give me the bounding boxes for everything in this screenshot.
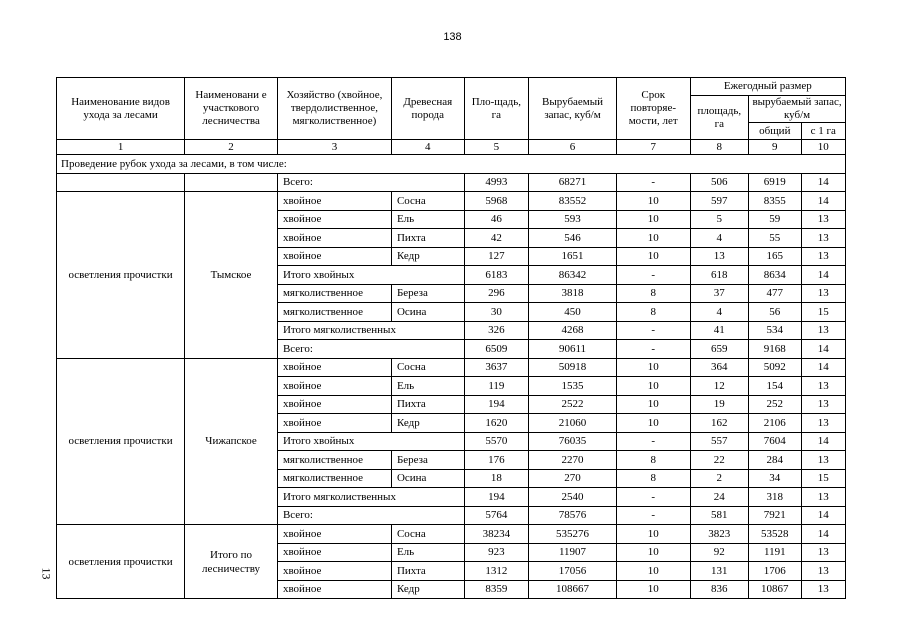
annual-area: 3823 xyxy=(690,525,749,544)
column-number: 3 xyxy=(277,140,391,155)
per-ha: 13 xyxy=(801,488,845,507)
per-ha: 15 xyxy=(801,469,845,488)
period: - xyxy=(616,488,690,507)
volume: 2270 xyxy=(529,451,617,470)
species: Ель xyxy=(391,210,464,229)
total-volume: 68271 xyxy=(529,173,617,192)
species: Сосна xyxy=(391,525,464,544)
header-volume: Вырубаемый запас, куб/м xyxy=(529,78,617,140)
per-ha: 13 xyxy=(801,377,845,396)
area: 1312 xyxy=(464,562,529,581)
header-annual-area: площадь, га xyxy=(690,96,749,140)
annual-area: 4 xyxy=(690,303,749,322)
period: - xyxy=(616,321,690,340)
per-ha: 14 xyxy=(801,192,845,211)
period: 10 xyxy=(616,395,690,414)
farm-type: хвойное xyxy=(277,525,391,544)
annual-area: 131 xyxy=(690,562,749,581)
total-label: Всего: xyxy=(277,173,464,192)
total-area: 4993 xyxy=(464,173,529,192)
row-label: Итого мягколиственных xyxy=(277,488,464,507)
care-type-cell: осветления прочистки xyxy=(57,358,185,525)
area: 326 xyxy=(464,321,529,340)
per-ha: 13 xyxy=(801,247,845,266)
volume: 1535 xyxy=(529,377,617,396)
section-title-row xyxy=(57,155,846,174)
species: Кедр xyxy=(391,580,464,599)
volume: 50918 xyxy=(529,358,617,377)
header-forestry: Наименовани е участкового лесничества xyxy=(185,78,278,140)
annual-area: 364 xyxy=(690,358,749,377)
period: - xyxy=(616,432,690,451)
area: 38234 xyxy=(464,525,529,544)
volume: 4268 xyxy=(529,321,617,340)
annual-volume: 477 xyxy=(749,284,801,303)
annual-volume: 8634 xyxy=(749,266,801,285)
volume: 546 xyxy=(529,229,617,248)
forestry-cell: Тымское xyxy=(185,192,278,359)
column-number: 8 xyxy=(690,140,749,155)
annual-area: 162 xyxy=(690,414,749,433)
area: 1620 xyxy=(464,414,529,433)
annual-volume: 154 xyxy=(749,377,801,396)
forest-care-table xyxy=(56,77,846,599)
total-annual-area: 506 xyxy=(690,173,749,192)
per-ha: 13 xyxy=(801,284,845,303)
volume: 21060 xyxy=(529,414,617,433)
area: 5764 xyxy=(464,506,529,525)
period: - xyxy=(616,266,690,285)
species: Кедр xyxy=(391,247,464,266)
column-number: 7 xyxy=(616,140,690,155)
annual-volume: 55 xyxy=(749,229,801,248)
farm-type: мягколиственное xyxy=(277,451,391,470)
volume: 535276 xyxy=(529,525,617,544)
forestry-cell: Чижапское xyxy=(185,358,278,525)
column-number: 4 xyxy=(391,140,464,155)
column-number: 1 xyxy=(57,140,185,155)
annual-area: 557 xyxy=(690,432,749,451)
row-label: Всего: xyxy=(277,340,464,359)
annual-area: 22 xyxy=(690,451,749,470)
period: - xyxy=(616,340,690,359)
annual-volume: 53528 xyxy=(749,525,801,544)
header-species: Древесная порода xyxy=(391,78,464,140)
volume: 2522 xyxy=(529,395,617,414)
area: 3637 xyxy=(464,358,529,377)
per-ha: 13 xyxy=(801,562,845,581)
annual-area: 41 xyxy=(690,321,749,340)
area: 127 xyxy=(464,247,529,266)
volume: 1651 xyxy=(529,247,617,266)
header-period: Срок повторяе-мости, лет xyxy=(616,78,690,140)
column-number: 2 xyxy=(185,140,278,155)
table-row xyxy=(57,525,846,544)
species: Кедр xyxy=(391,414,464,433)
annual-volume: 252 xyxy=(749,395,801,414)
area: 6509 xyxy=(464,340,529,359)
annual-area: 37 xyxy=(690,284,749,303)
area: 296 xyxy=(464,284,529,303)
header-row-1 xyxy=(57,78,846,96)
volume: 17056 xyxy=(529,562,617,581)
volume: 78576 xyxy=(529,506,617,525)
header-annual-volume: вырубаемый запас, куб/м xyxy=(749,96,846,123)
period: 10 xyxy=(616,377,690,396)
empty-cell xyxy=(57,173,185,192)
total-period: - xyxy=(616,173,690,192)
period: 10 xyxy=(616,543,690,562)
area: 30 xyxy=(464,303,529,322)
farm-type: хвойное xyxy=(277,247,391,266)
section-title: Проведение рубок ухода за лесами, в том числе: xyxy=(57,155,846,174)
annual-area: 597 xyxy=(690,192,749,211)
per-ha: 15 xyxy=(801,303,845,322)
volume: 450 xyxy=(529,303,617,322)
area: 923 xyxy=(464,543,529,562)
annual-area: 92 xyxy=(690,543,749,562)
period: 10 xyxy=(616,192,690,211)
farm-type: хвойное xyxy=(277,562,391,581)
per-ha: 13 xyxy=(801,229,845,248)
area: 119 xyxy=(464,377,529,396)
volume: 90611 xyxy=(529,340,617,359)
area: 194 xyxy=(464,488,529,507)
table-row xyxy=(57,358,846,377)
header-per-ha: с 1 га xyxy=(801,123,845,140)
species: Пихта xyxy=(391,562,464,581)
area: 6183 xyxy=(464,266,529,285)
annual-volume: 165 xyxy=(749,247,801,266)
per-ha: 13 xyxy=(801,580,845,599)
farm-type: хвойное xyxy=(277,395,391,414)
period: - xyxy=(616,506,690,525)
area: 5570 xyxy=(464,432,529,451)
care-type-cell: осветления прочистки xyxy=(57,525,185,599)
column-number: 5 xyxy=(464,140,529,155)
volume: 11907 xyxy=(529,543,617,562)
row-label: Итого хвойных xyxy=(277,432,464,451)
period: 10 xyxy=(616,414,690,433)
row-label: Итого хвойных xyxy=(277,266,464,285)
row-label: Всего: xyxy=(277,506,464,525)
per-ha: 14 xyxy=(801,358,845,377)
per-ha: 13 xyxy=(801,395,845,414)
area: 5968 xyxy=(464,192,529,211)
annual-volume: 10867 xyxy=(749,580,801,599)
volume: 593 xyxy=(529,210,617,229)
annual-volume: 9168 xyxy=(749,340,801,359)
species: Береза xyxy=(391,451,464,470)
farm-type: хвойное xyxy=(277,210,391,229)
row-label: Итого мягколиственных xyxy=(277,321,464,340)
header-annual-total: общий xyxy=(749,123,801,140)
period: 10 xyxy=(616,247,690,266)
period: 10 xyxy=(616,580,690,599)
volume: 76035 xyxy=(529,432,617,451)
overall-total-row xyxy=(57,173,846,192)
table-row xyxy=(57,192,846,211)
annual-area: 13 xyxy=(690,247,749,266)
species: Пихта xyxy=(391,229,464,248)
period: 10 xyxy=(616,358,690,377)
annual-area: 618 xyxy=(690,266,749,285)
farm-type: хвойное xyxy=(277,229,391,248)
annual-area: 12 xyxy=(690,377,749,396)
annual-volume: 284 xyxy=(749,451,801,470)
annual-volume: 5092 xyxy=(749,358,801,377)
side-page-mark: 13 xyxy=(39,567,54,580)
annual-area: 836 xyxy=(690,580,749,599)
period: 10 xyxy=(616,210,690,229)
annual-volume: 1706 xyxy=(749,562,801,581)
period: 10 xyxy=(616,229,690,248)
annual-area: 581 xyxy=(690,506,749,525)
farm-type: мягколиственное xyxy=(277,469,391,488)
species: Осина xyxy=(391,303,464,322)
period: 10 xyxy=(616,562,690,581)
annual-volume: 59 xyxy=(749,210,801,229)
column-number-row xyxy=(57,140,846,155)
annual-volume: 56 xyxy=(749,303,801,322)
area: 42 xyxy=(464,229,529,248)
farm-type: мягколиственное xyxy=(277,303,391,322)
forestry-cell: Итого по лесничеству xyxy=(185,525,278,599)
species: Сосна xyxy=(391,358,464,377)
per-ha: 13 xyxy=(801,543,845,562)
farm-type: хвойное xyxy=(277,377,391,396)
total-annual-volume: 6919 xyxy=(749,173,801,192)
annual-volume: 7921 xyxy=(749,506,801,525)
header-farm: Хозяйство (хвойное, твердолиственное, мягколиственное) xyxy=(277,78,391,140)
annual-area: 24 xyxy=(690,488,749,507)
area: 8359 xyxy=(464,580,529,599)
header-care-type: Наименование видов ухода за лесами xyxy=(57,78,185,140)
header-annual: Ежегодный размер xyxy=(690,78,845,96)
annual-volume: 534 xyxy=(749,321,801,340)
annual-volume: 1191 xyxy=(749,543,801,562)
annual-volume: 318 xyxy=(749,488,801,507)
column-number: 10 xyxy=(801,140,845,155)
empty-cell xyxy=(185,173,278,192)
volume: 86342 xyxy=(529,266,617,285)
per-ha: 14 xyxy=(801,525,845,544)
farm-type: хвойное xyxy=(277,580,391,599)
per-ha: 13 xyxy=(801,451,845,470)
species: Сосна xyxy=(391,192,464,211)
annual-area: 19 xyxy=(690,395,749,414)
per-ha: 13 xyxy=(801,210,845,229)
period: 8 xyxy=(616,303,690,322)
period: 10 xyxy=(616,525,690,544)
annual-volume: 34 xyxy=(749,469,801,488)
column-number: 6 xyxy=(529,140,617,155)
volume: 2540 xyxy=(529,488,617,507)
care-type-cell: осветления прочистки xyxy=(57,192,185,359)
annual-volume: 2106 xyxy=(749,414,801,433)
total-per-ha: 14 xyxy=(801,173,845,192)
farm-type: хвойное xyxy=(277,192,391,211)
farm-type: мягколиственное xyxy=(277,284,391,303)
column-number: 9 xyxy=(749,140,801,155)
species: Пихта xyxy=(391,395,464,414)
area: 176 xyxy=(464,451,529,470)
annual-volume: 8355 xyxy=(749,192,801,211)
volume: 108667 xyxy=(529,580,617,599)
period: 8 xyxy=(616,451,690,470)
area: 194 xyxy=(464,395,529,414)
annual-area: 659 xyxy=(690,340,749,359)
annual-volume: 7604 xyxy=(749,432,801,451)
area: 46 xyxy=(464,210,529,229)
period: 8 xyxy=(616,284,690,303)
species: Ель xyxy=(391,377,464,396)
volume: 270 xyxy=(529,469,617,488)
farm-type: хвойное xyxy=(277,358,391,377)
volume: 3818 xyxy=(529,284,617,303)
header-area: Пло-щадь, га xyxy=(464,78,529,140)
volume: 83552 xyxy=(529,192,617,211)
per-ha: 13 xyxy=(801,414,845,433)
species: Ель xyxy=(391,543,464,562)
species: Осина xyxy=(391,469,464,488)
page-number: 138 xyxy=(443,31,462,43)
annual-area: 2 xyxy=(690,469,749,488)
annual-area: 4 xyxy=(690,229,749,248)
period: 8 xyxy=(616,469,690,488)
farm-type: хвойное xyxy=(277,543,391,562)
annual-area: 5 xyxy=(690,210,749,229)
per-ha: 13 xyxy=(801,321,845,340)
per-ha: 14 xyxy=(801,340,845,359)
per-ha: 14 xyxy=(801,432,845,451)
area: 18 xyxy=(464,469,529,488)
per-ha: 14 xyxy=(801,266,845,285)
per-ha: 14 xyxy=(801,506,845,525)
farm-type: хвойное xyxy=(277,414,391,433)
species: Береза xyxy=(391,284,464,303)
